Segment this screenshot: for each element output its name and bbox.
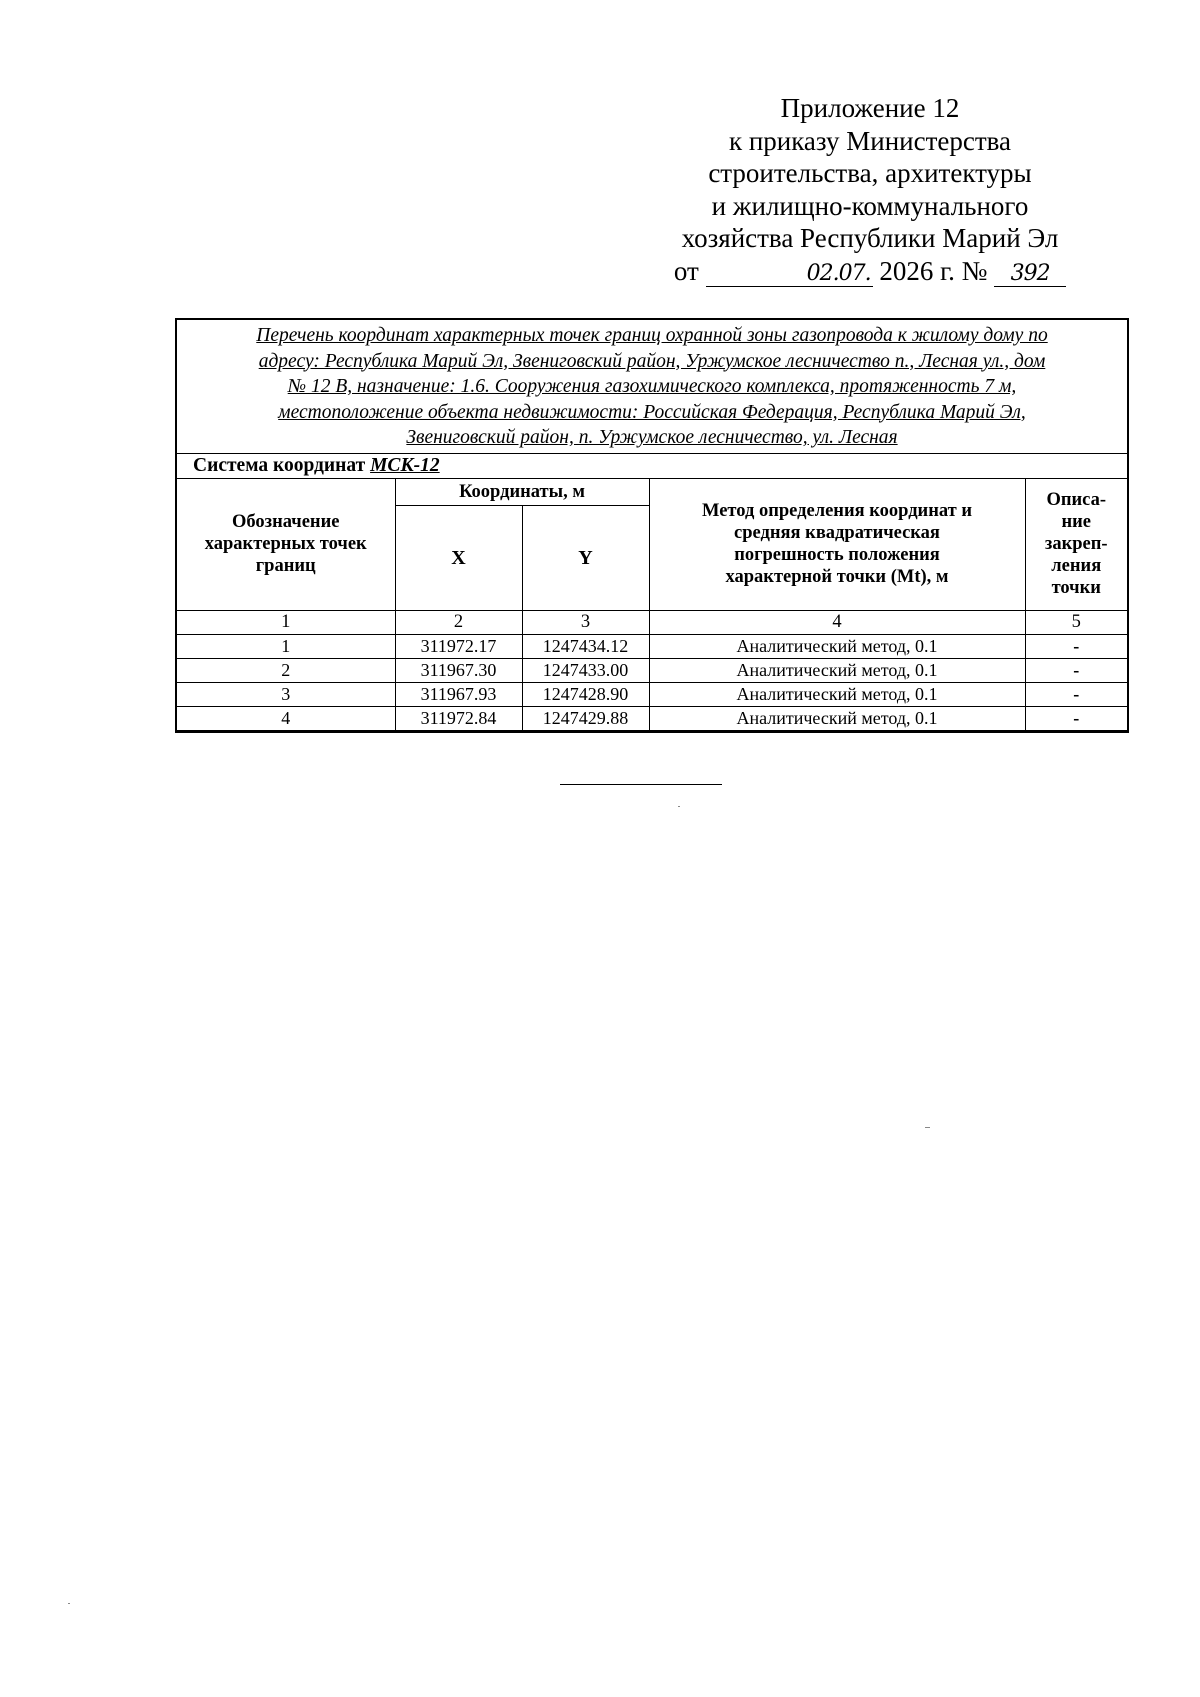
cell-y: 1247429.88 [522, 706, 649, 730]
table-title [177, 320, 1127, 454]
table-title-line: адресу: Республика Марий Эл, Звениговский район, Уржумское лесничество п., Лесная ул., дом [258, 350, 1046, 372]
table-row [177, 706, 1127, 730]
appendix-line: к приказу Министерства [728, 125, 1012, 156]
separator-line [560, 784, 722, 785]
cell-method: Аналитический метод, 0.1 [649, 682, 1025, 706]
column-number: 3 [522, 610, 649, 634]
cell-description: - [1025, 682, 1127, 706]
header-method: Метод определения координат и средняя квадратическая погрешность положения характерной точки (Mt), м [649, 479, 1025, 611]
coordinate-system-row [177, 454, 1127, 479]
cell-method: Аналитический метод, 0.1 [649, 706, 1025, 730]
column-number: 4 [649, 610, 1025, 634]
column-number: 1 [177, 610, 395, 634]
table-row [177, 682, 1127, 706]
cell-point: 1 [177, 634, 395, 658]
coordinate-system-label: Система координат [193, 454, 366, 476]
cell-x: 311967.93 [395, 682, 522, 706]
cell-method: Аналитический метод, 0.1 [649, 634, 1025, 658]
header-y: Y [522, 505, 649, 610]
cell-y: 1247433.00 [522, 658, 649, 682]
date-prefix: от [673, 255, 699, 286]
handwritten-date: 02.07. [806, 260, 871, 286]
header-coordinates: Координаты, м [395, 479, 649, 506]
column-number-row [177, 610, 1127, 634]
cell-description: - [1025, 658, 1127, 682]
table-title-line: № 12 В, назначение: 1.6. Сооружения газохимического комплекса, протяженность 7 м, [287, 376, 1017, 397]
table-title-line: Звениговский район, п. Уржумское лесничество, ул. Лесная [406, 427, 898, 448]
header-description: Описа- ние закреп- ления точки [1025, 479, 1127, 611]
cell-point: 2 [177, 658, 395, 682]
appendix-line: строительства, архитектуры [708, 158, 1032, 188]
table-title-line: Перечень координат характерных точек границ охранной зоны газопровода к жилому дому по [256, 325, 1048, 346]
order-date-line [640, 255, 1100, 288]
cell-description: - [1025, 634, 1127, 658]
table-row [177, 658, 1127, 682]
coordinates-table [175, 318, 1129, 733]
header-x: X [395, 505, 522, 610]
number-blank [994, 259, 1066, 287]
cell-point: 3 [177, 682, 395, 706]
table-title-line: местоположение объекта недвижимости: Российская Федерация, Республика Марий Эл, [278, 401, 1026, 423]
coordinate-system-code: МСК-12 [370, 454, 440, 476]
handwritten-number: 392 [1010, 260, 1050, 286]
order-year: 2026 г. № [879, 255, 988, 286]
appendix-header [640, 92, 1100, 287]
column-number: 5 [1025, 610, 1127, 634]
scan-speck [678, 806, 680, 807]
date-blank [706, 259, 873, 287]
appendix-line: хозяйства Республики Марий Эл [681, 223, 1059, 253]
cell-method: Аналитический метод, 0.1 [649, 658, 1025, 682]
coordinates-grid [177, 479, 1127, 731]
cell-description: - [1025, 706, 1127, 730]
scan-speck [925, 1127, 930, 1128]
appendix-line: и жилищно-коммунального [711, 190, 1029, 221]
scan-speck [68, 1603, 70, 1604]
cell-x: 311972.84 [395, 706, 522, 730]
column-number: 2 [395, 610, 522, 634]
header-point: Обозначение характерных точек границ [177, 479, 395, 611]
cell-y: 1247434.12 [522, 634, 649, 658]
cell-y: 1247428.90 [522, 682, 649, 706]
table-row [177, 634, 1127, 658]
cell-point: 4 [177, 706, 395, 730]
appendix-line: Приложение 12 [780, 93, 960, 123]
cell-x: 311972.17 [395, 634, 522, 658]
cell-x: 311967.30 [395, 658, 522, 682]
